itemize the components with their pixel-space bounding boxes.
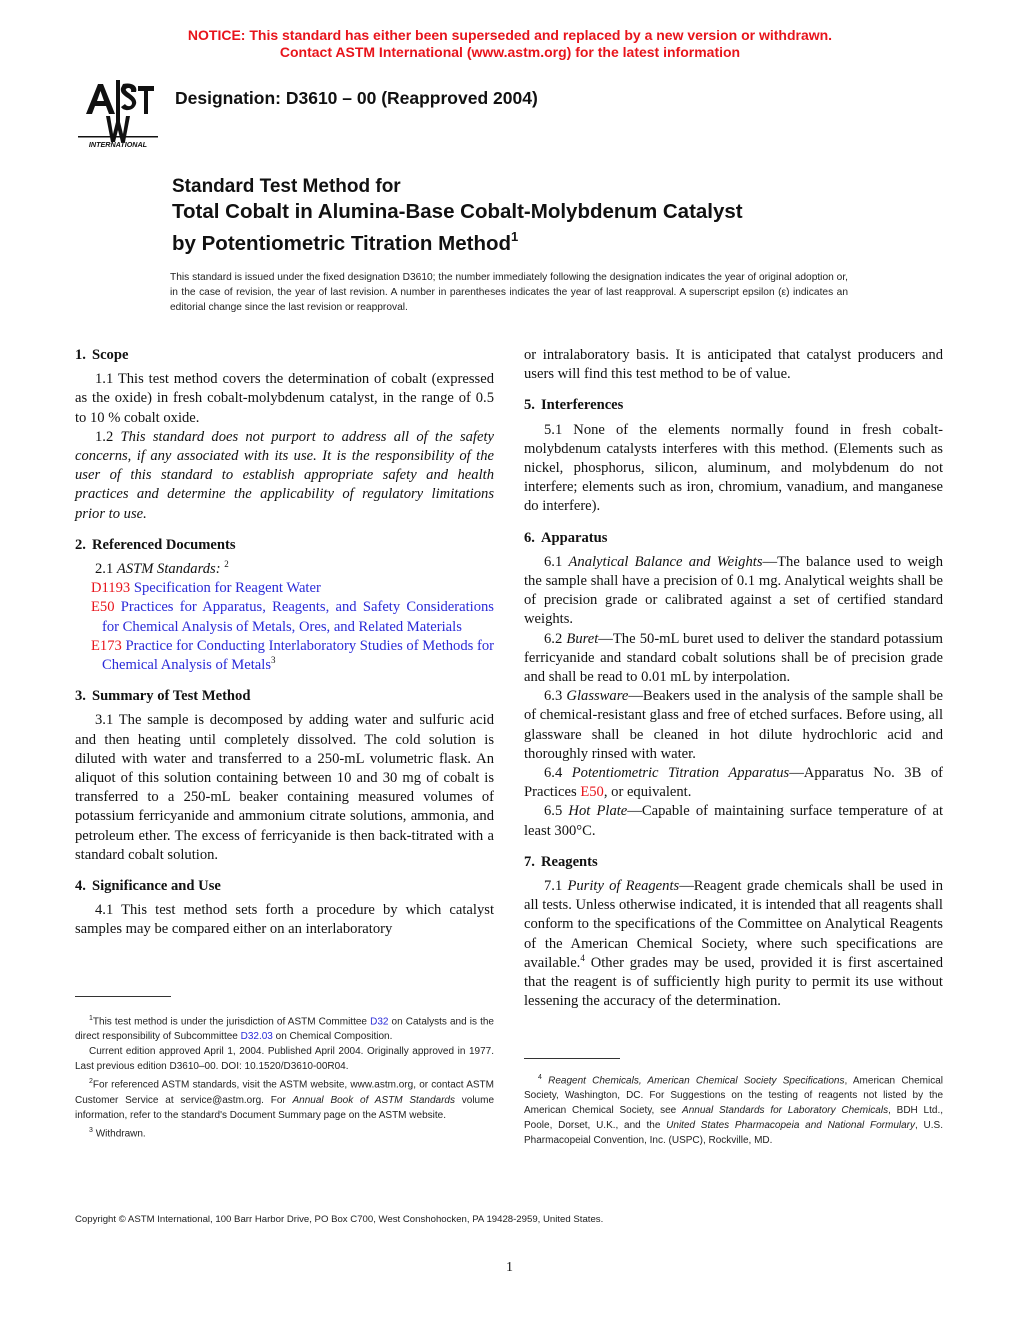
paragraph-2-1: 2.1 ASTM Standards: $^2$ — [95, 559, 229, 578]
reference-title-link: Specification for Reagent Water — [133, 580, 321, 597]
section-heading-summary: 3. Summary of Test Method — [75, 688, 251, 705]
paragraph-7-1: 7.1 Purity of Reagents—Reagent grade chemicals shall be used in all tests. Unless otherwise indicated, it is intended that all reagents shall conform to the specifications of the Committee on Analytical Reagents of the American Chemical Society, where such specifications are available.$^4$ Other grades may be used, provided it is first ascertained that the reagent is of sufficiently high purity to permit its use without lessening the accuracy of the determination. — [524, 878, 943, 1010]
paragraph-6-3: 6.3 Glassware—Beakers used in the analysis of the sample shall be of chemical-resistant glass and free of etched surfaces. Before using, all glassware shall be cleaned in hot dilute hydrochloric acid and thoroughly rinsed with water. — [524, 688, 943, 762]
paragraph-6-4: 6.4 Potentiometric Titration Apparatus—Apparatus No. 3B of Practices E50, or equivalent. — [524, 765, 943, 801]
footnotes-left — [75, 1011, 494, 1141]
reference-code-link: E50 — [91, 599, 115, 616]
section-heading-scope: 1. Scope — [75, 347, 129, 363]
document-title — [172, 175, 892, 256]
reference-item[interactable] — [91, 579, 494, 598]
footnote-1: $^1$This test method is under the jurisdiction of ASTM Committee D32 on Catalysts and is the direct responsibility of Subcommittee D32.03 on Chemical Composition. — [75, 1015, 494, 1043]
footnote-2: $^2$For referenced ASTM standards, visit the ASTM website, www.astm.org, or contact ASTM Customer Service at service@astm.org. For Annual Book of ASTM Standards volume information, refer to the standard's Document Summary page on the ASTM website. — [75, 1078, 494, 1121]
reference-title-link: Practices for Apparatus, Reagents, and Safety Considerations for Chemical Analysis of Metals, Ores, and Related Materials — [102, 599, 494, 635]
right-column — [524, 346, 943, 1012]
astm-logo-icon — [76, 74, 160, 150]
paragraph-6-2: 6.2 Buret—The 50-mL buret used to deliver the standard potassium ferricyanide and standard cobalt solutions shall be of precision grade and shall be read to 0.01 mL by interpolation. — [524, 630, 943, 686]
preface-note: This standard is issued under the fixed designation D3610; the number immediately following the designation indicates the year of original adoption or, in the case of revision, the year of last revision. A number in parentheses indicates the year of last reapproval. A superscript epsilon (ε) indicates an editorial change since the last revision or reapproval. — [170, 272, 848, 313]
reference-code-link: D1193 — [91, 580, 131, 597]
title-line-3: by Potentiometric Titration Method$^1$ — [172, 229, 519, 255]
notice-line-2: Contact ASTM International (www.astm.org) for the latest information — [279, 44, 741, 60]
paragraph-4-1-continued: or intralaboratory basis. It is anticipated that catalyst producers and users will find this test method to be of value. — [524, 347, 943, 383]
page-number: 1 — [506, 1260, 513, 1275]
reference-item[interactable] — [91, 598, 494, 636]
footnote-1-edition: Current edition approved April 1, 2004. Published April 2004. Originally approved in 1977. Last previous edition D3610–00. DOI: 10.1520/D3610-00R04. — [75, 1046, 494, 1073]
paragraph-6-5: 6.5 Hot Plate—Capable of maintaining surface temperature of at least 300°C. — [524, 803, 944, 839]
section-heading-reagents: 7. Reagents — [524, 853, 598, 870]
left-column — [75, 346, 494, 940]
section-heading-apparatus: 6. Apparatus — [524, 529, 608, 546]
paragraph-5-1: 5.1 None of the elements normally found in fresh cobalt-molybdenum catalysts interferes with this method. (Elements such as nickel, phosphorus, silicon, aluminum, and molybdenum do not interfere; elements such as iron, chromium, vanadium, and manganese do interfere). — [524, 421, 943, 515]
title-line-2: Total Cobalt in Alumina-Base Cobalt-Molybdenum Catalyst — [172, 200, 743, 223]
footnote-divider-right — [524, 1058, 620, 1059]
title-line-1: Standard Test Method for — [172, 176, 401, 197]
designation: Designation: D3610 – 00 (Reapproved 2004) — [175, 88, 538, 108]
footnote-4: $^4$ Reagent Chemicals, American Chemical Society Specifications, American Chemical Society, Washington, DC. For Suggestions on the testing of reagents not listed by the American Chemical Society, see Annual Standards for Laboratory Chemicals, BDH Ltd., Poole, Dorset, U.K., and the United States Pharmacopeia and National Formulary, U.S. Pharmacopeial Convention, Inc. (USPC), Rockville, MD. — [524, 1074, 944, 1147]
paragraph-3-1: 3.1 The sample is decomposed by adding water and sulfuric acid and then heating until completely dissolved. The cold solution is diluted with water and transferred to a 250-mL volumetric flask. An aliquot of this solution containing between 10 and 30 mg of cobalt is transferred to a 250-mL beaker containing measured volumes of potassium ferricyanide and ammonium citrate solutions, ammonia, and petroleum ether. The excess of ferricyanide is then back-titrated with a standard cobalt solution. — [75, 712, 494, 863]
section-heading-significance: 4. Significance and Use — [75, 878, 221, 895]
paragraph-1-1: 1.1 This test method covers the determination of cobalt (expressed as the oxide) in fresh cobalt-molybdenum catalyst, in the range of 0.5 to 10 % cobalt oxide. — [75, 371, 494, 426]
footnotes-right — [524, 1070, 943, 1148]
footnote-divider — [75, 996, 171, 997]
e50-link[interactable]: E50 — [580, 784, 604, 801]
title-footnote-mark: 1 — [511, 229, 519, 244]
reference-list — [91, 579, 494, 675]
section-heading-interferences: 5. Interferences — [524, 397, 624, 414]
copyright-line: Copyright © ASTM International, 100 Barr Harbor Drive, PO Box C700, West Conshohocken, PA 19428-2959, United States. — [75, 1214, 604, 1225]
section-heading-referenced-documents: 2. Referenced Documents — [75, 536, 236, 553]
committee-link[interactable]: D32 — [370, 1016, 389, 1028]
reference-code-link: E173 — [91, 637, 122, 654]
paragraph-4-1: 4.1 This test method sets forth a procedure by which catalyst samples may be compared either on an interlaboratory — [75, 902, 494, 938]
reference-item[interactable]: E173 Practice for Conducting Interlaboratory Studies of Methods for Chemical Analysis of Metals$^3$ — [91, 637, 494, 674]
logo-subtext: INTERNATIONAL — [88, 140, 148, 149]
subcommittee-link[interactable]: D32.03 — [240, 1031, 273, 1043]
paragraph-1-2: 1.2 This standard does not purport to address all of the safety concerns, if any associated with its use. It is the responsibility of the user of this standard to establish appropriate safety and health practices and determine the applicability of regulatory limitations prior to use. — [75, 428, 494, 522]
reference-title-link: Practice for Conducting Interlaboratory Studies of Methods for Chemical Analysis of Metals — [102, 637, 494, 674]
footnote-3: $^3$ Withdrawn. — [89, 1126, 146, 1139]
notice-banner — [0, 27, 1020, 61]
paragraph-6-1: 6.1 Analytical Balance and Weights—The balance used to weigh the sample shall have a precision of 0.1 mg. Analytical weights shall be of precision grade or calibrated against a set of certified standard weights. — [524, 553, 944, 628]
notice-line-1: NOTICE: This standard has either been superseded and replaced by a new version or withdrawn. — [187, 27, 833, 43]
